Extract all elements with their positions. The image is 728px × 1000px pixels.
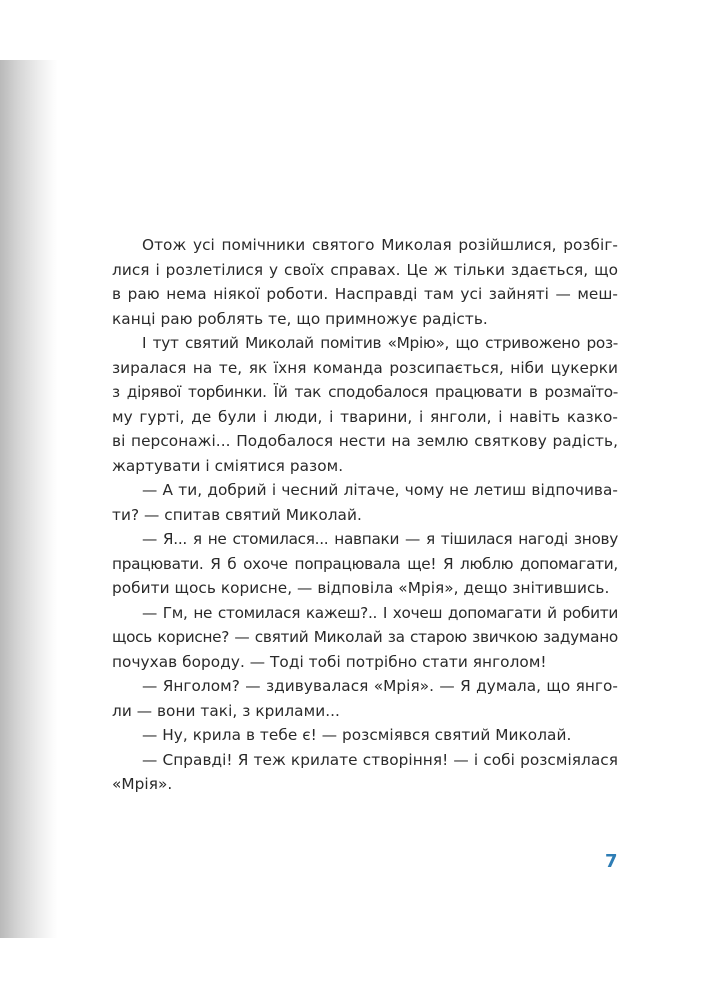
text-line: Отож усі помічники святого Миколая розійшлися, розбіг- xyxy=(142,236,618,254)
text-line: канці раю роблять те, що примножує радість. xyxy=(112,309,488,328)
text-line: — Я... я не стомилася... навпаки — я тішилася нагоді знову xyxy=(142,530,618,548)
page-number: 7 xyxy=(605,851,618,872)
page-spine-shadow xyxy=(0,60,58,938)
text-line: в раю нема ніякої роботи. Насправді там усі зайняті — меш- xyxy=(112,285,618,303)
text-line: — Янголом? — здивувалася «Мрія». — Я думала, що янго- xyxy=(142,677,618,695)
body-text xyxy=(112,233,618,797)
text-line: працювати. Я б охоче попрацювала ще! Я люблю допомагати, xyxy=(112,554,618,573)
text-line: му гурті, де були і люди, і тварини, і янголи, і навіть казко- xyxy=(112,407,618,426)
text-line: ти? — спитав святий Миколай. xyxy=(112,505,362,524)
text-line: лися і розлетілися у своїх справах. Це ж тільки здається, що xyxy=(112,260,618,279)
text-line: ві персонажі... Подобалося нести на землю святкову радість, xyxy=(112,432,618,450)
text-line: — А ти, добрий і чесний літаче, чому не летиш відпочива- xyxy=(142,481,618,499)
text-line: щось корисне? — святий Миколай за старою звичкою задумано xyxy=(112,628,618,646)
text-line: «Мрія». xyxy=(112,775,173,793)
text-line: зиралася на те, як їхня команда розсипається, ніби цукерки xyxy=(112,358,618,377)
text-line: — Справді! Я теж крилате створіння! — і собі розсміялася xyxy=(142,750,618,769)
text-line: І тут святий Миколай помітив «Мрію», що стривожено роз- xyxy=(142,334,618,352)
text-line: з дірявої торбинки. Їй так сподобалося працювати в розмаїто- xyxy=(112,383,618,401)
text-line: робити щось корисне, — відповіла «Мрія», дещо знітившись. xyxy=(112,579,610,597)
text-line: почухав бороду. — Тоді тобі потрібно стати янголом! xyxy=(112,652,547,671)
text-line: жартувати і сміятися разом. xyxy=(112,456,344,475)
text-line: — Гм, не стомилася кажеш?.. І хочеш допомагати й робити xyxy=(142,603,618,622)
text-line: ли — вони такі, з крилами... xyxy=(112,701,340,720)
text-line: — Ну, крила в тебе є! — розсміявся святий Миколай. xyxy=(142,726,572,744)
